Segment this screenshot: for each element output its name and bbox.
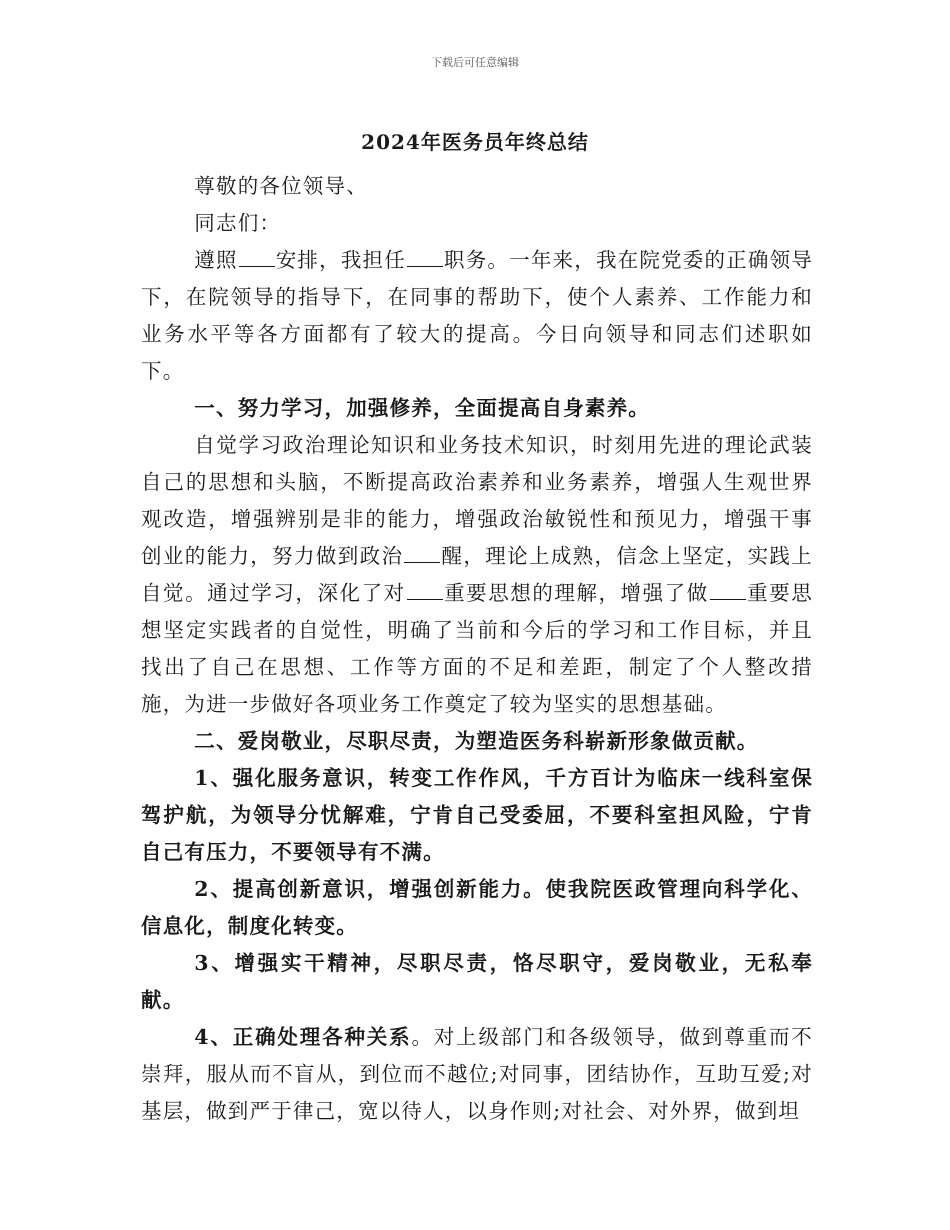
section-1-text-a: 自觉学习政治理论知识和业务技术知识，时刻用先进的理论武装自己的思想和头脑，不断提高政治素养和业务素养，增强人生观世界观改造，增强辨别是非的能力，增强政治敏锐性和预见力，增强干事创业的能力，努力做到政治 — [141, 433, 813, 568]
salutation-line-2: 同志们： — [194, 211, 282, 235]
intro-text-a: 遵照 — [194, 248, 238, 272]
item-2-paragraph: 2、提高创新意识，增强创新能力。使我院医政管理向科学化、信息化，制度化转变。 — [141, 877, 813, 938]
document-title: 2024年医务员年终总结 — [361, 130, 589, 154]
header-note: 下载后可任意编辑 — [431, 56, 519, 69]
salutation-line-1: 尊敬的各位领导、 — [194, 174, 368, 198]
section-1-paragraph — [141, 427, 813, 723]
section-2-heading: 二、爱岗敬业，尽职尽责，为塑造医务科崭新形象做贡献。 — [194, 729, 759, 753]
item-4-paragraph — [141, 1019, 813, 1130]
intro-text-c: 职务。一年来，我在院党委的正确领导下，在院领导的指导下，在同事的帮助下，使个人素养、工作能力和业务水平等各方面都有了较大的提高。今日向领导和同志们述职如下。 — [141, 248, 814, 383]
section-1-text-b: 醒，理论上成熟，信念上坚定，实践上自觉。通过学习，深化了对 — [141, 544, 813, 605]
blank-underline — [710, 581, 746, 600]
document-body — [141, 168, 813, 1130]
blank-underline — [404, 544, 440, 563]
section-1-text-d: 重要思想坚定实践者的自觉性，明确了当前和今后的学习和工作目标，并且找出了自己在思想、工作等方面的不足和差距，制定了个人整改措施，为进一步做好各项业务工作奠定了较为坚实的思想基础。 — [141, 581, 813, 716]
blank-underline — [239, 248, 275, 267]
section-1-heading: 一、努力学习，加强修养，全面提高自身素养。 — [194, 396, 650, 420]
item-3-paragraph: 3、增强实干精神，尽职尽责，恪尽职守，爱岗敬业，无私奉献。 — [141, 951, 813, 1012]
item-4-heading: 4、正确处理各种关系 — [194, 1025, 412, 1049]
intro-paragraph — [141, 242, 813, 390]
item-4-body: 。对上级部门和各级领导，做到尊重而不崇拜，服从而不盲从，到位而不越位;对同事，团结协作，互助互爱;对基层，做到严于律己，宽以待人，以身作则;对社会、对外界，做到坦 — [141, 1025, 813, 1123]
blank-underline — [407, 248, 443, 267]
blank-underline — [407, 581, 443, 600]
intro-text-b: 安排，我担任 — [275, 248, 406, 272]
item-1-paragraph: 1、强化服务意识，转变工作作风，千方百计为临床一线科室保驾护航，为领导分忧解难，宁肯自己受委屈，不要科室担风险，宁肯自己有压力，不要领导有不满。 — [141, 766, 813, 864]
section-1-text-c: 重要思想的理解，增强了做 — [443, 581, 709, 605]
